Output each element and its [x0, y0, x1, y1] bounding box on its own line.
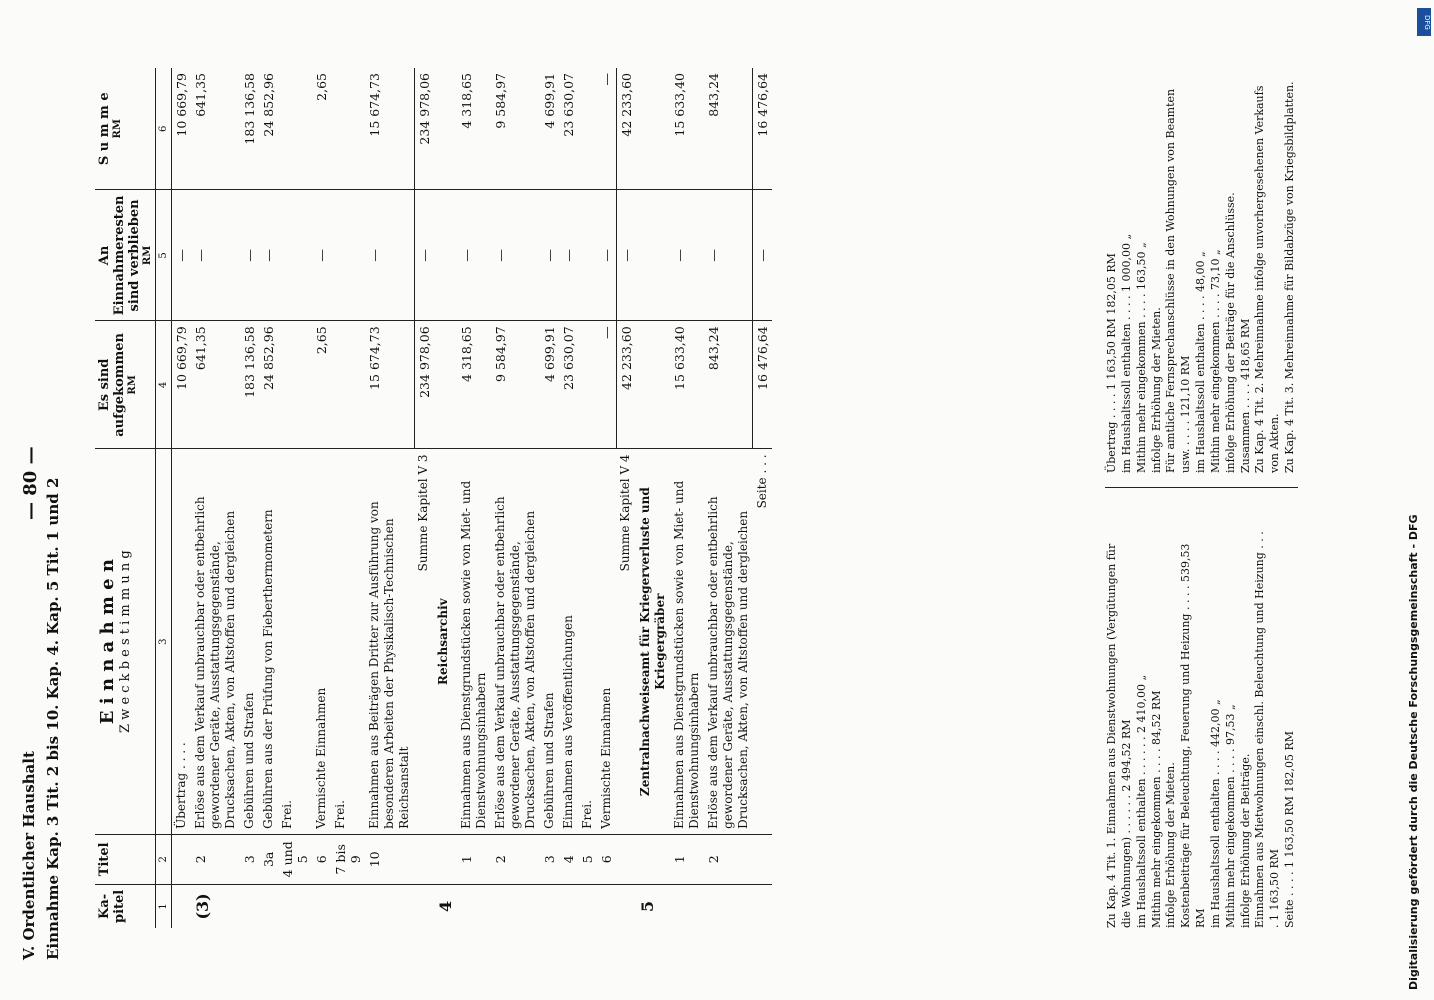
aufgekommen-cell: 4 699,91 — [540, 321, 559, 449]
unit-label: RM — [127, 375, 138, 395]
colnum: 3 — [156, 449, 172, 834]
summe-cell: 9 584,97 — [491, 68, 540, 190]
aufgekommen-cell — [578, 321, 597, 449]
table-row — [597, 68, 617, 928]
aufgekommen-cell: 234 978,06 — [414, 321, 434, 449]
titel-cell: 2 — [491, 834, 540, 884]
kapitel-cell — [491, 884, 540, 928]
einnahmen-title: E i n n a h m e n — [97, 559, 118, 725]
reste-cell: — — [259, 190, 278, 321]
reste-cell: — — [753, 190, 773, 321]
table-row — [191, 68, 240, 928]
colnum: 4 — [156, 321, 172, 449]
summe-cell: 183 136,58 — [240, 68, 259, 190]
table-row — [278, 68, 312, 928]
zweck-subtitle: Z w e c k b e s t i m m u n g — [118, 550, 133, 733]
titel-cell: 10 — [365, 834, 414, 884]
table-row — [259, 68, 278, 928]
summe-cell — [278, 68, 312, 190]
notes-right — [1105, 73, 1298, 488]
aufgekommen-cell: 23 630,07 — [559, 321, 578, 449]
aufgekommen-cell: 10 669,79 — [172, 321, 192, 449]
aufgekommen-label: Es sind aufgekommen — [97, 333, 127, 437]
table-row — [414, 68, 434, 928]
col-aufgekommen — [95, 321, 156, 449]
titel-cell — [434, 834, 457, 884]
kapitel-cell: 4 — [435, 900, 455, 912]
description-cell: Summe Kapitel V 3 — [414, 449, 434, 834]
titel-cell: 5 — [578, 834, 597, 884]
col-einnahmen — [95, 449, 156, 834]
description-cell: Frei. — [331, 449, 365, 834]
kapitel-cell — [365, 884, 414, 928]
description-cell: Übertrag . . . . — [172, 449, 192, 834]
table-row — [540, 68, 559, 928]
note-line: Mithin mehr eingekommen . . . . 84,52 RM — [1149, 690, 1163, 928]
summe-label: S u m m e — [97, 92, 112, 166]
col-titel: Titel — [95, 834, 156, 884]
table-row — [457, 68, 491, 928]
reste-cell: — — [240, 190, 259, 321]
unit-label: RM — [112, 119, 123, 139]
reste-cell: — — [457, 190, 491, 321]
page-number: — 80 — — [20, 446, 41, 520]
aufgekommen-cell: 2,65 — [312, 321, 331, 449]
titel-cell: 4 und 5 — [278, 834, 312, 884]
table-body — [172, 68, 773, 928]
kapitel-cell — [616, 884, 636, 928]
description-cell: Erlöse aus dem Verkauf unbrauchbar oder entbehrlich gewordener Geräte, Ausstattungsgegenstände, Drucksachen, Akten, von Altstoffen und dergleichen — [491, 449, 540, 834]
reste-cell — [434, 190, 457, 321]
summe-cell: — — [597, 68, 617, 190]
titel-cell — [414, 834, 434, 884]
reste-cell: — — [597, 190, 617, 321]
note-line: im Haushaltssoll enthalten . . . . 442,00 „ — [1208, 699, 1222, 928]
titel-cell — [172, 834, 192, 884]
table-row — [240, 68, 259, 928]
colnum: 1 — [156, 884, 172, 928]
summe-cell — [434, 68, 457, 190]
table-row — [312, 68, 331, 928]
notes-left — [1105, 528, 1298, 928]
titel-cell: 3 — [240, 834, 259, 884]
titel-cell: 2 — [191, 834, 240, 884]
kapitel-cell — [240, 884, 259, 928]
description-cell: Einnahmen aus Dienstgrundstücken sowie von Miet- und Dienstwohnungsinhabern — [457, 449, 491, 834]
reste-cell: — — [704, 190, 753, 321]
aufgekommen-cell — [278, 321, 312, 449]
aufgekommen-cell: 42 233,60 — [616, 321, 636, 449]
kapitel-cell — [457, 884, 491, 928]
aufgekommen-cell: 15 674,73 — [365, 321, 414, 449]
summe-cell: 23 630,07 — [559, 68, 578, 190]
reste-cell: — — [312, 190, 331, 321]
colnum: 6 — [156, 68, 172, 190]
aufgekommen-cell: 24 852,96 — [259, 321, 278, 449]
table-row — [559, 68, 578, 928]
table-row — [753, 68, 773, 928]
note-line: Mithin mehr eingekommen . . . . 97,53 „ — [1223, 704, 1237, 928]
table-row — [331, 68, 365, 928]
description-cell: Gebühren aus der Prüfung von Fieberthermometern — [259, 449, 278, 834]
reste-cell: — — [191, 190, 240, 321]
summe-cell: 843,24 — [704, 68, 753, 190]
note-line: infolge Erhöhung der Mieten. — [1149, 307, 1163, 473]
description-cell: Gebühren und Strafen — [540, 449, 559, 834]
note-line: infolge Erhöhung der Beiträge für die Anschlüsse. — [1223, 192, 1237, 473]
description-cell: Einnahmen aus Veröffentlichungen — [559, 449, 578, 834]
description-cell: Zentralnachweiseamt für Kriegerverluste und Kriegergräber — [636, 449, 670, 834]
aufgekommen-cell: 183 136,58 — [240, 321, 259, 449]
summe-cell: 16 476,64 — [753, 68, 773, 190]
summe-cell: 42 233,60 — [616, 68, 636, 190]
titel-cell: 6 — [597, 834, 617, 884]
reste-cell: — — [540, 190, 559, 321]
reste-cell: — — [172, 190, 192, 321]
reste-cell: — — [491, 190, 540, 321]
summe-cell: 15 633,40 — [670, 68, 704, 190]
reste-cell: — — [414, 190, 434, 321]
table-row — [616, 68, 636, 928]
aufgekommen-cell: 843,24 — [704, 321, 753, 449]
page-header — [20, 40, 80, 960]
note-line: Mithin mehr eingekommen . . . . 163,50 „ — [1134, 242, 1148, 473]
titel-cell: 1 — [670, 834, 704, 884]
description-cell: Frei. — [578, 449, 597, 834]
reste-label: An Einnahmeresten sind verblieben — [97, 195, 142, 316]
summe-cell: 24 852,96 — [259, 68, 278, 190]
summe-cell: 4 699,91 — [540, 68, 559, 190]
note-line: Zu Kap. 4 Tit. 2. Mehreinnahme infolge unvorhergesehenen Verkaufs von Akten. — [1253, 85, 1282, 473]
reste-cell: — — [616, 190, 636, 321]
description-cell: Gebühren und Strafen — [240, 449, 259, 834]
note-line: Einnahmen aus Mietwohnungen einschl. Beleuchtung und Heizung . . . . 1 163,50 RM — [1253, 531, 1282, 928]
description-cell: Reichsarchiv — [434, 449, 457, 834]
description-cell: Erlöse aus dem Verkauf unbrauchbar oder entbehrlich gewordener Geräte, Ausstattungsgegenstände, Drucksachen, Akten, von Altstoffen und dergleichen — [704, 449, 753, 834]
note-line: Mithin mehr eingekommen . . . . 73,10 „ — [1208, 249, 1222, 473]
titel-cell: 4 — [559, 834, 578, 884]
titel-cell — [636, 834, 670, 884]
kapitel-cell — [259, 884, 278, 928]
aufgekommen-cell: 9 584,97 — [491, 321, 540, 449]
summe-cell: 234 978,06 — [414, 68, 434, 190]
reste-cell: — — [670, 190, 704, 321]
table-row — [670, 68, 704, 928]
kapitel-cell — [559, 884, 578, 928]
dfg-logo: DFG — [1417, 8, 1431, 36]
kapitel-cell — [331, 884, 365, 928]
note-line: Kostenbeiträge für Beleuchtung, Feuerung und Heizung . . . . 539,53 RM — [1179, 543, 1208, 928]
description-cell: Einnahmen aus Beiträgen Dritter zur Ausführung von besonderen Arbeiten der Physikalisch-Technischen Reichsanstalt — [365, 449, 414, 834]
aufgekommen-cell: — — [597, 321, 617, 449]
kapitel-cell — [540, 884, 559, 928]
description-cell: Erlöse aus dem Verkauf unbrauchbar oder entbehrlich gewordener Geräte, Ausstattungsgegenstände, Drucksachen, Akten, von Altstoffen und dergleichen — [191, 449, 240, 834]
note-line: im Haushaltssoll enthalten . . . . . . 2 410,00 „ — [1134, 674, 1148, 928]
titel-cell — [753, 834, 773, 884]
note-line: infolge Erhöhung der Beiträge. — [1238, 753, 1252, 928]
aufgekommen-cell: 4 318,65 — [457, 321, 491, 449]
table-row — [434, 68, 457, 928]
reste-cell — [578, 190, 597, 321]
aufgekommen-cell — [636, 321, 670, 449]
kapitel-cell — [704, 884, 753, 928]
aufgekommen-cell — [434, 321, 457, 449]
summe-cell — [636, 68, 670, 190]
kapitel-cell — [414, 884, 434, 928]
colnum: 5 — [156, 190, 172, 321]
table-row — [491, 68, 540, 928]
summe-cell: 2,65 — [312, 68, 331, 190]
dfg-credit: Digitalisierung gefördert durch die Deutsche Forschungsgemeinschaft - DFG — [1407, 514, 1420, 990]
table-row — [636, 68, 670, 928]
description-cell: Seite . . . — [753, 449, 773, 834]
column-number-row — [156, 68, 172, 928]
kapitel-cell — [278, 884, 312, 928]
note-line: Für amtliche Fernsprechanschlüsse in den Wohnungen von Beamten usw. . . . . 121,10 RM — [1164, 88, 1193, 473]
titel-cell: 2 — [704, 834, 753, 884]
table-row — [704, 68, 753, 928]
summe-cell: 641,35 — [191, 68, 240, 190]
reste-cell — [636, 190, 670, 321]
reste-cell — [278, 190, 312, 321]
description-cell: Vermischte Einnahmen — [597, 449, 617, 834]
titel-cell: 3a — [259, 834, 278, 884]
note-line: Seite . . . . 1 163,50 RM 182,05 RM — [1283, 730, 1297, 928]
kapitel-cell — [670, 884, 704, 928]
note-line: Zu Kap. 4 Tit. 1. Einnahmen aus Dienstwohnungen (Vergütungen für die Wohnungen) . . . . . . 2 494,52 RM — [1105, 543, 1133, 928]
summe-cell — [331, 68, 365, 190]
reste-cell: — — [365, 190, 414, 321]
header-line-2: Einnahme Kap. 3 Tit. 2 bis 10. Kap. 4. Kap. 5 Tit. 1 und 2 — [44, 477, 62, 960]
income-table — [95, 68, 772, 928]
reste-cell — [331, 190, 365, 321]
kapitel-cell: (3) — [193, 893, 212, 920]
col-kapitel: Ka- pitel — [95, 884, 156, 928]
note-line: Übertrag . . . . 1 163,50 RM 182,05 RM — [1105, 253, 1118, 473]
kapitel-cell — [312, 884, 331, 928]
kapitel-cell — [578, 884, 597, 928]
titel-cell: 6 — [312, 834, 331, 884]
aufgekommen-cell — [331, 321, 365, 449]
header-line-1: V. Ordentlicher Haushalt — [20, 751, 38, 960]
note-line: im Haushaltssoll enthalten . . . . 48,00 „ — [1194, 251, 1208, 473]
note-line: Zu Kap. 4 Tit. 3. Mehreinnahme für Bildabzüge von Kriegsbildplatten. — [1283, 81, 1297, 473]
titel-cell: 3 — [540, 834, 559, 884]
summe-cell — [578, 68, 597, 190]
note-line: im Haushaltssoll enthalten . . . . 1 000,00 „ — [1119, 233, 1133, 473]
titel-cell — [616, 834, 636, 884]
description-cell: Frei. — [278, 449, 312, 834]
table-row — [578, 68, 597, 928]
kapitel-cell: 5 — [637, 900, 657, 912]
note-line: infolge Erhöhung der Mieten. — [1164, 762, 1178, 928]
titel-cell: 7 bis 9 — [331, 834, 365, 884]
table-row — [172, 68, 192, 928]
aufgekommen-cell: 15 633,40 — [670, 321, 704, 449]
colnum: 2 — [156, 834, 172, 884]
aufgekommen-cell: 641,35 — [191, 321, 240, 449]
unit-label: RM — [142, 245, 153, 266]
description-cell: Summe Kapitel V 4 — [616, 449, 636, 834]
reste-cell: — — [559, 190, 578, 321]
kapitel-cell — [597, 884, 617, 928]
aufgekommen-cell: 16 476,64 — [753, 321, 773, 449]
description-cell: Vermischte Einnahmen — [312, 449, 331, 834]
titel-cell: 1 — [457, 834, 491, 884]
summe-cell: 4 318,65 — [457, 68, 491, 190]
col-summe — [95, 68, 156, 190]
description-cell: Einnahmen aus Dienstgrundstücken sowie von Miet- und Dienstwohnungsinhabern — [670, 449, 704, 834]
summe-cell: 10 669,79 — [172, 68, 192, 190]
note-line: Zusammen . . . . 418,65 RM — [1238, 318, 1252, 473]
footnotes — [1105, 68, 1415, 928]
kapitel-cell — [172, 884, 192, 928]
kapitel-cell — [753, 884, 773, 928]
col-reste — [95, 190, 156, 321]
table-row — [365, 68, 414, 928]
summe-cell: 15 674,73 — [365, 68, 414, 190]
